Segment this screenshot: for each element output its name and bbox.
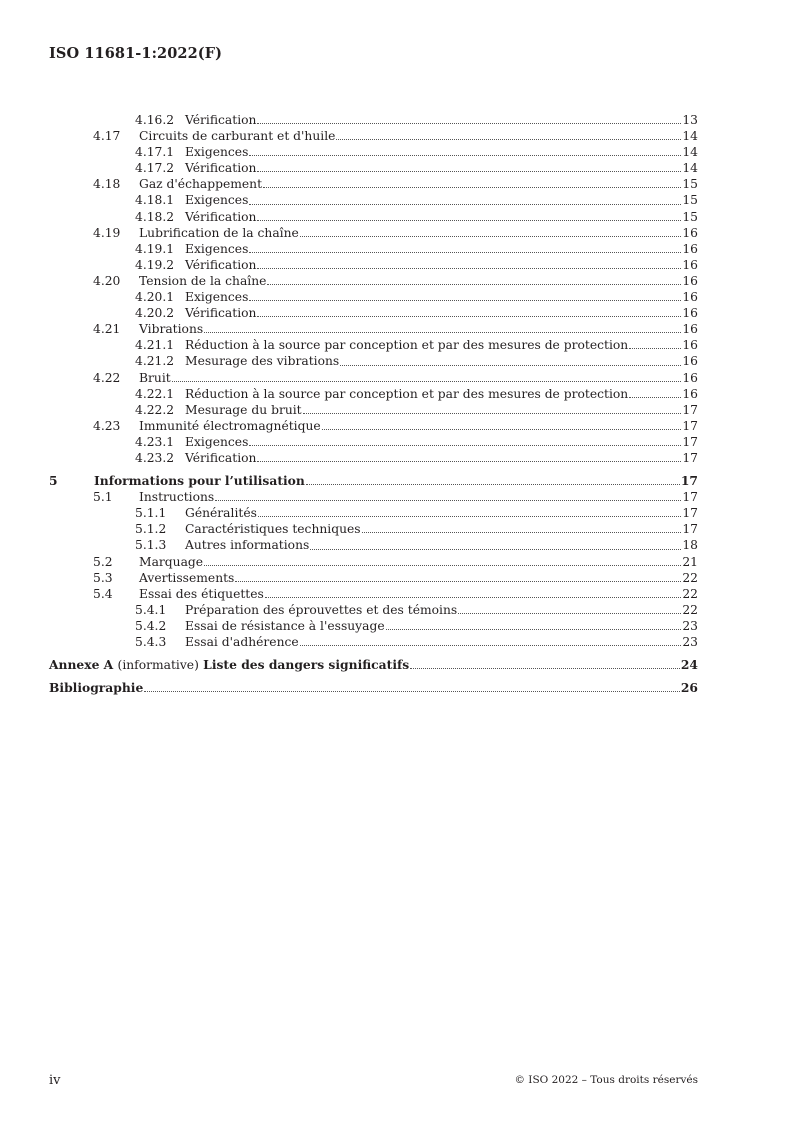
- toc-entry[interactable]: [49, 680, 698, 696]
- toc-dot-leader: [258, 516, 681, 517]
- toc-dot-leader: [257, 220, 681, 221]
- toc-entry[interactable]: [49, 176, 698, 192]
- toc-entry-title: Gaz d'échappement: [139, 177, 263, 192]
- toc-entry-page: 16: [682, 370, 698, 385]
- toc-entry-title: Réduction à la source par conception et par des mesures de protection: [185, 386, 629, 401]
- toc-entry-title: Vérification: [185, 209, 257, 224]
- toc-entry-page: 16: [682, 322, 698, 337]
- toc-entry-page: 22: [682, 570, 698, 585]
- toc-entry-title: Mesurage du bruit: [185, 402, 302, 417]
- toc-entry-title: Vibrations: [139, 322, 204, 337]
- toc-entry-page: 18: [682, 538, 698, 553]
- toc-entry[interactable]: [49, 489, 698, 505]
- toc-entry-page: 16: [682, 290, 698, 305]
- toc-entry-number: 5: [49, 473, 58, 489]
- toc-entry[interactable]: [49, 450, 698, 466]
- toc-entry-title: Exigences: [185, 434, 249, 449]
- toc-entry-page: 17: [682, 402, 698, 417]
- toc-entry-page: 16: [682, 225, 698, 240]
- toc-entry-number: 4.18.2: [135, 209, 175, 224]
- toc-entry-page: 16: [682, 306, 698, 321]
- toc-entry-title: Tension de la chaîne: [139, 273, 267, 288]
- toc-dot-leader: [249, 252, 681, 253]
- toc-dot-leader: [204, 565, 681, 566]
- toc-entry-title: Vérification: [185, 306, 257, 321]
- toc-entry-title: Lubrification de la chaîne: [139, 225, 299, 240]
- toc-dot-leader: [257, 268, 681, 269]
- toc-entry-title: Vérification: [185, 257, 257, 272]
- toc-dot-leader: [263, 187, 681, 188]
- toc-entry-page: 23: [682, 618, 698, 633]
- toc-entry-page: 13: [682, 113, 698, 127]
- toc-dot-leader: [172, 381, 682, 382]
- toc-entry[interactable]: [49, 112, 698, 128]
- toc-dot-leader: [300, 236, 682, 237]
- toc-entry-title: Généralités: [185, 506, 257, 521]
- table-of-contents: [49, 112, 698, 696]
- toc-entry[interactable]: [49, 586, 698, 602]
- toc-dot-leader: [410, 668, 680, 669]
- toc-entry-page: 16: [682, 257, 698, 272]
- toc-entry-title: Exigences: [185, 290, 249, 305]
- toc-dot-leader: [249, 445, 681, 446]
- toc-entry[interactable]: [49, 273, 698, 289]
- toc-entry-page: 24: [680, 657, 698, 673]
- toc-entry-page: 14: [682, 129, 698, 144]
- toc-entry[interactable]: [49, 473, 698, 489]
- toc-dot-leader: [362, 532, 682, 533]
- toc-entry-number: 5.1.2: [135, 522, 167, 537]
- toc-entry-page: 16: [682, 354, 698, 369]
- toc-entry-number: 5.1.3: [135, 538, 167, 553]
- toc-entry-title: Essai des étiquettes: [139, 586, 264, 601]
- toc-dot-leader: [300, 645, 682, 646]
- toc-entry-number: 4.17: [93, 129, 121, 144]
- toc-entry-number: 4.23: [93, 418, 121, 433]
- toc-entry-title: Essai d'adhérence: [185, 635, 299, 649]
- toc-entry-page: 21: [682, 554, 698, 569]
- toc-entry-title: Avertissements: [139, 570, 235, 585]
- toc-entry-number: 4.22: [93, 370, 121, 385]
- toc-entry-title: Autres informations: [185, 538, 310, 553]
- toc-entry-title: Caractéristiques techniques: [185, 522, 361, 537]
- toc-entry[interactable]: [49, 353, 698, 369]
- toc-entry-title: Bibliographie: [49, 680, 144, 696]
- toc-entry-number: 5.4.1: [135, 602, 167, 617]
- toc-entry[interactable]: [49, 160, 698, 176]
- toc-entry-number: 5.1: [93, 490, 113, 505]
- toc-entry-page: 17: [680, 473, 698, 489]
- toc-entry[interactable]: [49, 618, 698, 634]
- toc-entry[interactable]: [49, 128, 698, 144]
- toc-entry-number: 5.1.1: [135, 506, 167, 521]
- toc-entry-number: 4.17.1: [135, 145, 175, 160]
- toc-entry-page: 17: [682, 418, 698, 433]
- toc-entry-title: Réduction à la source par conception et par des mesures de protection: [185, 338, 629, 353]
- toc-entry-page: 26: [680, 680, 698, 696]
- toc-entry-title: Préparation des éprouvettes et des témoins: [185, 602, 458, 617]
- toc-dot-leader: [249, 155, 681, 156]
- toc-entry-page: 14: [682, 161, 698, 176]
- toc-dot-leader: [322, 429, 682, 430]
- toc-entry[interactable]: [49, 521, 698, 537]
- toc-entry-title: Circuits de carburant et d'huile: [139, 129, 336, 144]
- toc-entry-number: 5.4.2: [135, 618, 167, 633]
- toc-dot-leader: [336, 139, 681, 140]
- toc-dot-leader: [386, 629, 682, 630]
- toc-entry-page: 16: [682, 386, 698, 401]
- toc-entry[interactable]: [49, 257, 698, 273]
- toc-dot-leader: [257, 316, 681, 317]
- toc-dot-leader: [310, 549, 681, 550]
- toc-entry-page: 15: [682, 193, 698, 208]
- toc-entry[interactable]: [49, 386, 698, 402]
- toc-entry-number: 5.4.3: [135, 635, 167, 649]
- toc-entry-title: [49, 657, 409, 673]
- toc-entry-page: 15: [682, 177, 698, 192]
- toc-dot-leader: [257, 461, 681, 462]
- toc-dot-leader: [215, 500, 681, 501]
- toc-entry-number: 4.19.1: [135, 241, 175, 256]
- toc-entry-number: 4.17.2: [135, 161, 175, 176]
- toc-dot-leader: [267, 284, 681, 285]
- footer-page-number: iv: [49, 1073, 61, 1088]
- toc-dot-leader: [629, 348, 681, 349]
- toc-entry[interactable]: [49, 289, 698, 305]
- toc-entry-number: 4.16.2: [135, 113, 175, 127]
- annex-label: Annexe A: [49, 657, 114, 673]
- toc-entry-number: 5.4: [93, 586, 113, 601]
- toc-entry-title: Exigences: [185, 145, 249, 160]
- toc-entry-title: Immunité électromagnétique: [139, 418, 321, 433]
- toc-entry-title: Vérification: [185, 450, 257, 465]
- toc-entry-title: Informations pour l’utilisation: [94, 473, 305, 489]
- toc-entry-number: 4.20: [93, 273, 121, 288]
- toc-entry-number: 4.18.1: [135, 193, 175, 208]
- toc-entry[interactable]: [49, 305, 698, 321]
- toc-entry[interactable]: [49, 505, 698, 521]
- toc-entry-page: 17: [682, 506, 698, 521]
- toc-entry-page: 23: [682, 635, 698, 649]
- toc-entry-number: 4.18: [93, 177, 121, 192]
- toc-dot-leader: [303, 413, 682, 414]
- toc-entry[interactable]: [49, 321, 698, 337]
- toc-entry-number: 4.23.1: [135, 434, 175, 449]
- toc-dot-leader: [144, 691, 680, 692]
- toc-entry-title: Instructions: [139, 490, 215, 505]
- toc-entry-title: Mesurage des vibrations: [185, 354, 340, 369]
- toc-entry-page: 22: [682, 602, 698, 617]
- toc-entry-number: 5.2: [93, 554, 113, 569]
- toc-entry-title: Vérification: [185, 113, 257, 127]
- toc-dot-leader: [249, 204, 681, 205]
- toc-dot-leader: [257, 123, 681, 124]
- toc-entry-page: 16: [682, 338, 698, 353]
- toc-entry-number: 4.21.1: [135, 338, 175, 353]
- toc-entry[interactable]: [49, 570, 698, 586]
- toc-dot-leader: [629, 397, 681, 398]
- toc-entry[interactable]: [49, 657, 698, 673]
- toc-entry-title: Essai de résistance à l'essuyage: [185, 618, 385, 633]
- toc-entry-page: 16: [682, 241, 698, 256]
- toc-dot-leader: [235, 581, 681, 582]
- toc-entry-title: Bruit: [139, 370, 171, 385]
- toc-dot-leader: [257, 171, 681, 172]
- toc-entry[interactable]: [49, 337, 698, 353]
- toc-entry-page: 14: [682, 145, 698, 160]
- toc-dot-leader: [249, 300, 681, 301]
- toc-entry[interactable]: [49, 225, 698, 241]
- toc-entry[interactable]: [49, 634, 698, 650]
- toc-entry-title: Exigences: [185, 193, 249, 208]
- document-header: ISO 11681-1:2022(F): [49, 45, 223, 62]
- toc-dot-leader: [458, 613, 681, 614]
- toc-entry[interactable]: [49, 602, 698, 618]
- footer-copyright: © ISO 2022 – Tous droits réservés: [514, 1074, 698, 1086]
- toc-entry-number: 4.21: [93, 322, 121, 337]
- toc-dot-leader: [204, 332, 681, 333]
- toc-entry[interactable]: [49, 192, 698, 208]
- toc-entry-number: 4.19.2: [135, 257, 175, 272]
- toc-entry[interactable]: [49, 144, 698, 160]
- toc-entry[interactable]: [49, 554, 698, 570]
- toc-entry-page: 22: [682, 586, 698, 601]
- toc-entry[interactable]: [49, 402, 698, 418]
- toc-entry[interactable]: [49, 537, 698, 553]
- toc-entry-title: Vérification: [185, 161, 257, 176]
- toc-entry-number: 5.3: [93, 570, 113, 585]
- toc-dot-leader: [265, 597, 682, 598]
- toc-entry[interactable]: [49, 241, 698, 257]
- toc-entry[interactable]: [49, 209, 698, 225]
- toc-entry-page: 17: [682, 490, 698, 505]
- toc-entry-number: 4.20.2: [135, 306, 175, 321]
- toc-dot-leader: [340, 365, 681, 366]
- toc-entry-number: 4.22.1: [135, 386, 175, 401]
- toc-entry-number: 4.21.2: [135, 354, 175, 369]
- toc-entry[interactable]: [49, 418, 698, 434]
- toc-entry-page: 16: [682, 273, 698, 288]
- toc-entry[interactable]: [49, 434, 698, 450]
- toc-entry[interactable]: [49, 370, 698, 386]
- toc-entry-title: Exigences: [185, 241, 249, 256]
- toc-entry-page: 17: [682, 434, 698, 449]
- toc-entry-title: Marquage: [139, 554, 204, 569]
- annex-informative-tag: (informative): [117, 658, 199, 673]
- toc-entry-number: 4.19: [93, 225, 121, 240]
- toc-entry-page: 17: [682, 450, 698, 465]
- toc-entry-number: 4.23.2: [135, 450, 175, 465]
- toc-entry-page: 17: [682, 522, 698, 537]
- toc-entry-number: 4.20.1: [135, 290, 175, 305]
- toc-entry-number: 4.22.2: [135, 402, 175, 417]
- toc-entry-page: 15: [682, 209, 698, 224]
- annex-title: Liste des dangers significatifs: [203, 657, 410, 673]
- toc-dot-leader: [306, 484, 680, 485]
